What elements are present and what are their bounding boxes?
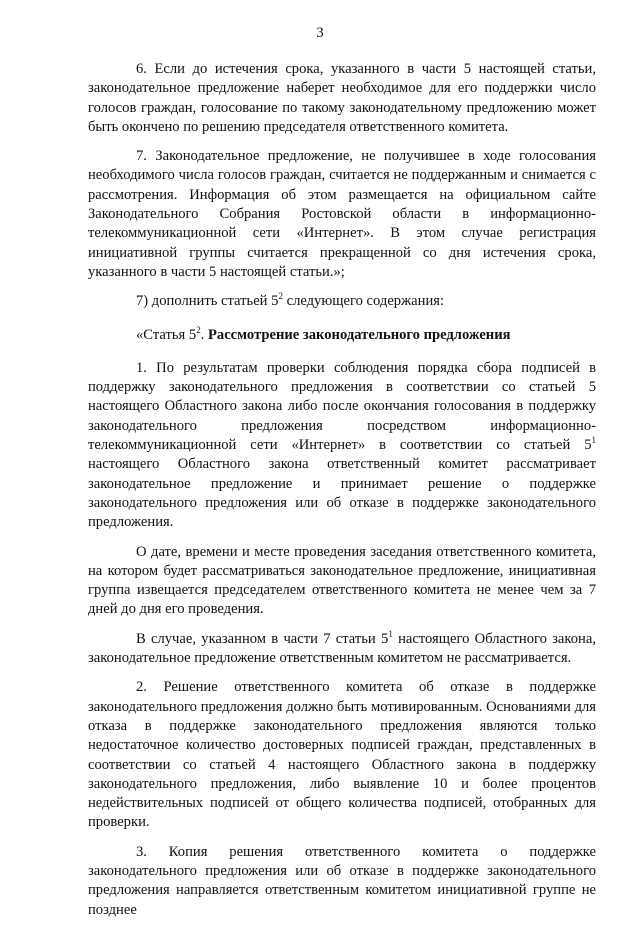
amendment-text-end: следующего содержания: [282,293,445,310]
amendment-item-7 [88,292,596,311]
section-1-meeting-notice: О дате, времени и месте проведения заседания ответственного комитета, на котором будет рассматриваться законодательное предложение, инициативная группа извещается председателем ответственного комитета не менее чем за 7 дней до дня его проведения. [88,543,596,618]
article-title: Рассмотрение законодательного предложения [207,326,511,343]
article-number: «Статья 5 [136,326,197,343]
section-1-text: 1. По результатам проверки соблюдения порядка сбора подписей в поддержку законодательного предложения в соответствии со статьей 5 настоящего Областного закона либо после окончания голосования в поддержку законодательного предложения посредством информационно-телекоммуникационной сети «Интернет» в соответствии со статьей 5 [88,359,596,454]
section-1 [88,359,596,533]
section-1-case [88,630,596,669]
section-1-case-text-end: настоящего Областного закона, законодательное предложение ответственным комитетом не рассматривается. [88,630,596,667]
section-2: 2. Решение ответственного комитета об отказе в поддержке законодательного предложения должно быть мотивированным. Основаниями для отказа в поддержке законодательного предложения являются только недостаточное количество достоверных подписей граждан, представленных в соответствии со статьей 4 настоящего Областного закона в поддержку законодательного предложения, либо выявление 10 и более процентов недействительных подписей от общего количества подписей, отобранных для проверки. [88,679,596,831]
paragraph-7: 7. Законодательное предложение, не получившее в ходе голосования необходимого числа голосов граждан, считается не поддержанным и снимается с рассмотрения. Информация об этом размещается на официальном сайте Законодательного Собрания Ростовской области в информационно-телекоммуникационной сети «Интернет». В этом случае регистрация инициативной группы считается прекращенной со дня истечения срока, указанного в части 5 настоящей статьи.»; [88,148,596,280]
article-heading [88,326,596,345]
section-1-superscript: 1 [591,435,596,446]
paragraph-6: 6. Если до истечения срока, указанного в части 5 настоящей статьи, законодательное предложение наберет необходимое для его поддержки число голосов граждан, голосование по такому законодательному предложению может быть окончено по решению председателя ответственного комитета. [88,61,596,135]
amendment-text: 7) дополнить статьей 5 [136,293,279,310]
amendment-superscript: 2 [278,291,283,302]
document-body [88,60,596,930]
section-1-text-end: настоящего Областного закона ответственный комитет рассматривает законодательное предложение и принимает решение о поддержке законодательного предложения или об отказе в поддержке законодательного предложения. [88,456,596,531]
section-1-case-text: В случае, указанном в части 7 статьи 5 [136,630,389,647]
page-number: 3 [316,25,324,41]
section-1-case-superscript: 1 [388,628,393,639]
article-separator: . [200,326,208,343]
article-superscript: 2 [196,324,201,335]
section-3: 3. Копия решения ответственного комитета о поддержке законодательного предложения или об отказе в поддержке законодательного предложения направляется ответственным комитетом инициативной группе не позднее [88,843,596,918]
